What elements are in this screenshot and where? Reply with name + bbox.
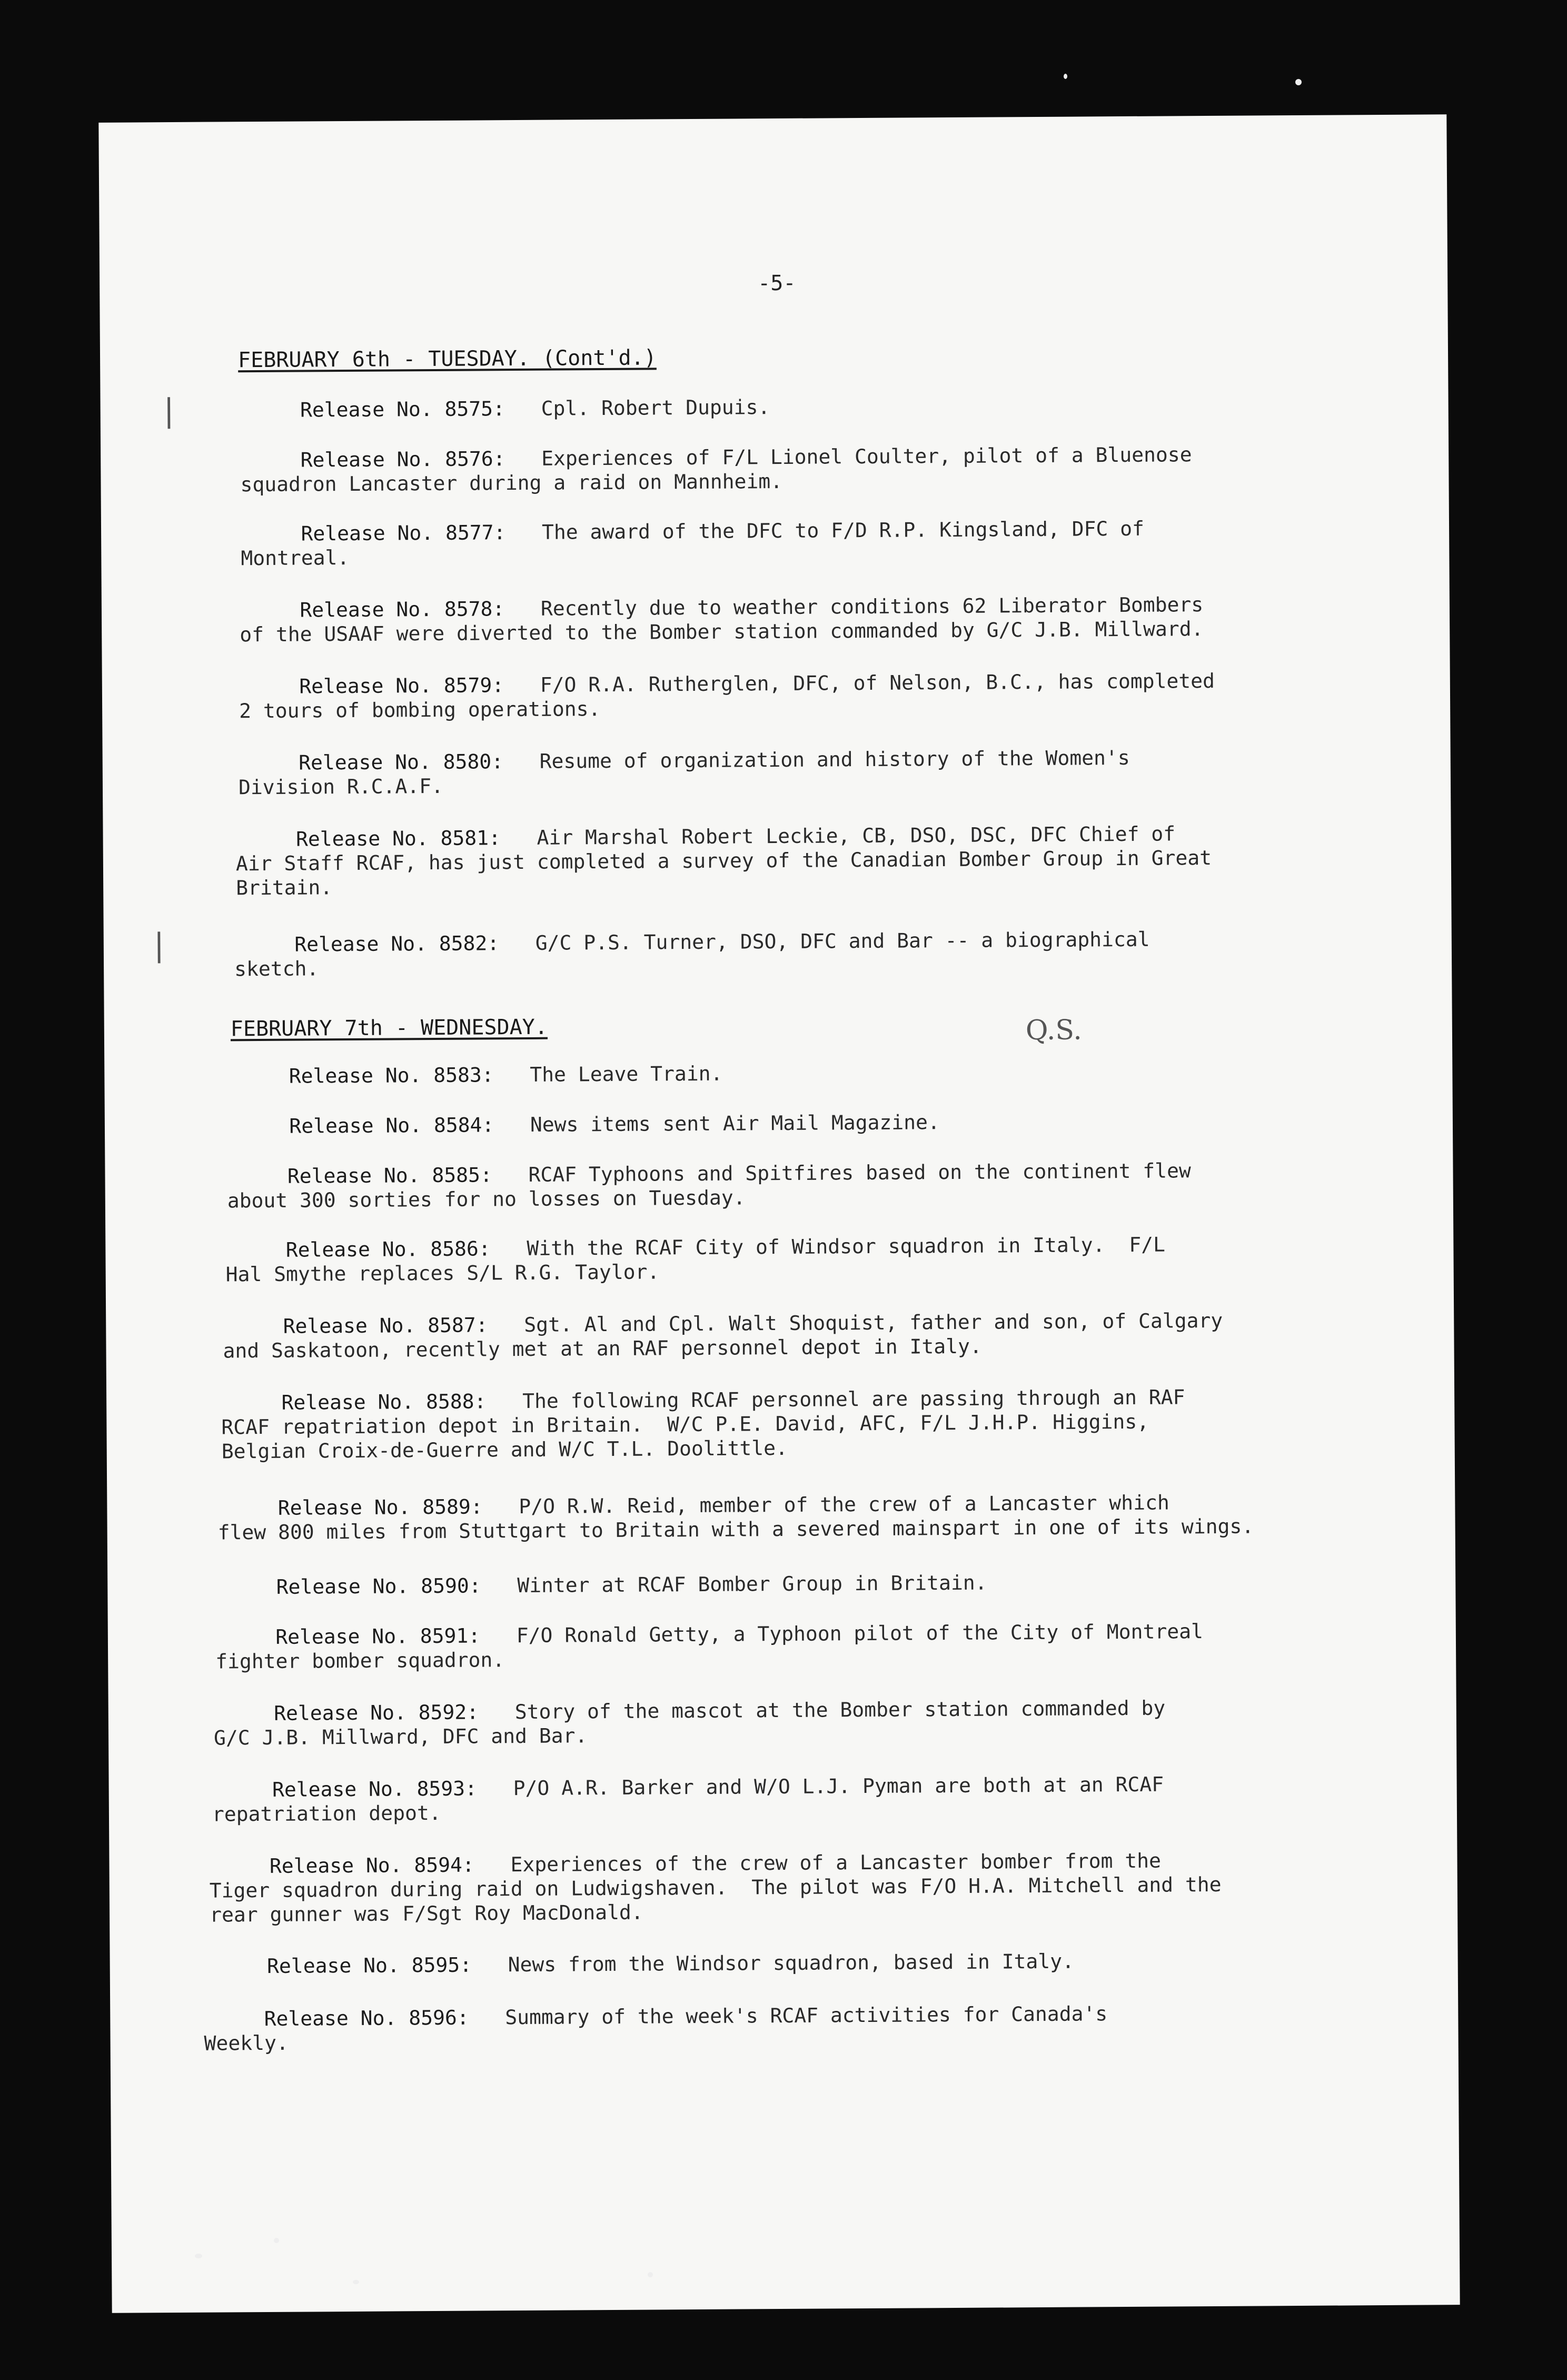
release-continuation: about 300 sorties for no losses on Tuesday.	[227, 1186, 746, 1213]
margin-note: Q.S.	[1025, 1014, 1082, 1047]
release-number: Release No. 8577:	[301, 521, 506, 546]
indent	[240, 599, 300, 622]
release-description: P/O R.W. Reid, member of the crew of a Lancaster which	[519, 1491, 1169, 1519]
indent	[239, 751, 299, 775]
release-entry	[225, 1233, 1165, 1287]
release-number: Release No. 8586:	[285, 1237, 491, 1262]
release-number: Release No. 8590:	[276, 1574, 481, 1599]
release-continuation: Montreal.	[241, 546, 350, 570]
release-entry	[207, 1949, 1074, 1979]
indent	[240, 449, 301, 472]
release-entry	[239, 746, 1130, 799]
release-number: Release No. 8592:	[274, 1700, 479, 1725]
release-description: Winter at RCAF Bomber Group in Britain.	[517, 1571, 987, 1598]
release-entry	[235, 821, 1212, 900]
indent	[212, 1778, 273, 1802]
indent	[229, 1115, 290, 1138]
indent	[227, 1165, 287, 1188]
release-number: Release No. 8578:	[300, 597, 505, 622]
release-continuation: Air Staff RCAF, has just completed a survey of the Canadian Bomber Group in Great	[235, 846, 1212, 876]
release-continuation: flew 800 miles from Stuttgart to Britain with a severed mainspart in one of its wings.	[217, 1514, 1254, 1544]
release-continuation: sketch.	[234, 957, 319, 981]
release-entry	[240, 592, 1204, 647]
film-speck	[195, 2254, 202, 2258]
release-number: Release No. 8575:	[300, 397, 505, 422]
indent	[236, 828, 296, 851]
release-continuation: G/C J.B. Millward, DFC and Bar.	[213, 1724, 588, 1750]
film-speck	[1064, 74, 1067, 79]
indent	[207, 1955, 267, 1978]
release-description: Summary of the week's RCAF activities for Canada's	[505, 2002, 1108, 2029]
release-description: Resume of organization and history of the Women's	[539, 746, 1130, 773]
release-entry	[234, 927, 1150, 981]
release-description: F/O Ronald Getty, a Typhoon pilot of the City of Montreal	[516, 1620, 1204, 1648]
release-entry	[223, 1308, 1223, 1363]
document-body	[98, 114, 1460, 2313]
indent	[223, 1315, 283, 1338]
release-description: With the RCAF City of Windsor squadron in Italy. F/L	[527, 1233, 1166, 1260]
release-number: Release No. 8595:	[266, 1953, 472, 1978]
release-description: Experiences of F/L Lionel Coulter, pilot of a Bluenose	[541, 443, 1192, 470]
release-number: Release No. 8585:	[287, 1163, 493, 1188]
indent	[217, 1496, 278, 1520]
release-description: The award of the DFC to F/D R.P. Kingsland, DFC of	[541, 517, 1145, 544]
release-entry	[227, 1158, 1191, 1213]
release-entry	[221, 1385, 1185, 1463]
release-description: The Leave Train.	[530, 1062, 723, 1086]
margin-mark: |	[153, 927, 165, 964]
release-number: Release No. 8580:	[299, 750, 504, 775]
release-continuation: rear gunner was F/Sgt Roy MacDonald.	[209, 1900, 643, 1927]
margin-mark: |	[163, 392, 175, 430]
release-number: Release No. 8579:	[299, 673, 504, 698]
indent	[215, 1625, 276, 1649]
release-continuation: Britain.	[236, 876, 333, 900]
release-entry	[217, 1490, 1254, 1545]
release-entry	[229, 1062, 722, 1089]
release-continuation: squadron Lancaster during a raid on Mannheim.	[240, 469, 783, 497]
release-entry	[215, 1619, 1204, 1673]
release-description: Story of the mascot at the Bomber station commanded by	[514, 1696, 1166, 1724]
release-description: P/O A.R. Barker and W/O L.J. Pyman are both at an RCAF	[513, 1772, 1164, 1800]
release-number: Release No. 8588:	[281, 1390, 487, 1414]
release-number: Release No. 8582:	[294, 931, 500, 956]
indent	[216, 1575, 276, 1599]
release-entry	[209, 1848, 1222, 1927]
release-description: Recently due to weather conditions 62 Liberator Bombers	[540, 593, 1204, 620]
release-description: News items sent Air Mail Magazine.	[530, 1110, 940, 1136]
indent	[239, 675, 300, 699]
page-number: -5-	[758, 271, 796, 296]
film-speck	[648, 2272, 653, 2277]
release-description: Cpl. Robert Dupuis.	[541, 395, 770, 420]
release-description: News from the Windsor squadron, based in Italy.	[508, 1949, 1075, 1977]
release-number: Release No. 8594:	[269, 1853, 475, 1878]
release-continuation: Tiger squadron during raid on Ludwigshaven. The pilot was F/O H.A. Mitchell and the	[209, 1872, 1222, 1902]
release-description: G/C P.S. Turner, DSO, DFC and Bar -- a biographical	[535, 927, 1150, 955]
release-entry	[214, 1696, 1166, 1750]
release-entry	[239, 669, 1215, 723]
release-number: Release No. 8583:	[289, 1063, 494, 1088]
indent	[241, 522, 301, 546]
release-number: Release No. 8576:	[300, 447, 505, 472]
indent	[240, 399, 301, 422]
indent	[221, 1391, 282, 1415]
release-description: Experiences of the crew of a Lancaster bomber from the	[510, 1849, 1162, 1877]
release-continuation: repatriation depot.	[212, 1801, 441, 1826]
release-description: RCAF Typhoons and Spitfires based on the continent flew	[528, 1159, 1191, 1186]
release-continuation: 2 tours of bombing operations.	[239, 697, 601, 723]
film-speck	[274, 2238, 279, 2243]
release-description: Sgt. Al and Cpl. Walt Shoquist, father and son, of Calgary	[524, 1308, 1223, 1336]
release-continuation: Weekly.	[204, 2031, 289, 2055]
release-number: Release No. 8593:	[272, 1777, 478, 1801]
section-heading-feb-6: FEBRUARY 6th - TUESDAY. (Cont'd.)	[237, 345, 657, 373]
release-number: Release No. 8584:	[289, 1113, 494, 1138]
release-number: Release No. 8596:	[264, 2006, 469, 2031]
indent	[225, 1238, 286, 1262]
release-number: Release No. 8589:	[277, 1495, 483, 1520]
release-number: Release No. 8581:	[295, 826, 501, 851]
release-continuation: Division R.C.A.F.	[238, 774, 444, 799]
release-continuation: Belgian Croix-de-Guerre and W/C T.L. Doolittle.	[221, 1436, 788, 1463]
indent	[234, 933, 295, 957]
release-entry	[241, 517, 1144, 570]
release-continuation: of the USAAF were diverted to the Bomber station commanded by G/C J.B. Millward.	[240, 617, 1204, 647]
release-entry	[240, 395, 770, 422]
section-heading-feb-7: FEBRUARY 7th - WEDNESDAY.	[230, 1015, 548, 1042]
release-continuation: fighter bomber squadron.	[215, 1648, 505, 1673]
indent	[214, 1702, 274, 1726]
release-number: Release No. 8587:	[283, 1313, 488, 1338]
indent	[204, 2007, 264, 2031]
film-speck	[1295, 79, 1302, 85]
release-number: Release No. 8591:	[275, 1624, 481, 1649]
release-continuation: Hal Smythe replaces S/L R.G. Taylor.	[225, 1260, 660, 1286]
release-description: Air Marshal Robert Leckie, CB, DSO, DSC, DFC Chief of	[537, 822, 1176, 849]
release-entry	[216, 1571, 987, 1600]
release-description: The following RCAF personnel are passing through an RAF	[522, 1385, 1185, 1413]
indent	[209, 1855, 270, 1878]
release-continuation: and Saskatoon, recently met at an RAF personnel depot in Italy.	[223, 1334, 982, 1363]
release-continuation: RCAF repatriation depot in Britain. W/C P.E. David, AFC, F/L J.H.P. Higgins,	[221, 1410, 1149, 1439]
release-entry	[240, 442, 1192, 497]
release-description: F/O R.A. Rutherglen, DFC, of Nelson, B.C., has completed	[540, 669, 1215, 697]
release-entry	[212, 1772, 1164, 1827]
film-speck	[353, 2280, 359, 2284]
document-page	[98, 114, 1460, 2313]
indent	[229, 1065, 289, 1088]
release-entry	[229, 1110, 940, 1138]
release-entry	[204, 2001, 1107, 2055]
